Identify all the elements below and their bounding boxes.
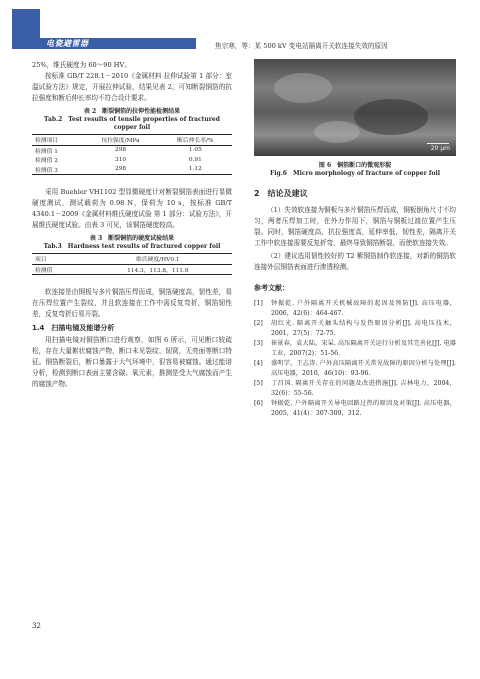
reference-item: [254, 379, 456, 399]
journal-name: 电瓷避雷器: [46, 39, 89, 48]
table-header-cell: 维氏硬度/HV0.1: [135, 257, 180, 264]
reference-item: [254, 399, 456, 419]
reference-item: [254, 339, 456, 359]
table-header-cell: 项目: [35, 257, 47, 264]
table2-caption-cn: 表 2 断裂铜箔的拉伸性能检测结果: [83, 108, 181, 115]
table-cell: 1.05: [188, 147, 202, 154]
right-column: [254, 162, 456, 419]
table-cell: 检测值 1: [35, 148, 58, 155]
journal-logo-bar: [12, 38, 196, 49]
page-number: 32: [32, 622, 41, 630]
table-cell: 1.12: [188, 166, 202, 173]
paragraph: 用扫描电镜对铜箔断口进行观察，如图 6 所示，可见断口较疏松，存在大量絮状腐蚀产物，断口未见裂纹、韧窝，无亮面等断口特征。铜箔断裂后，断口暴露于大气环境中，很容易被腐蚀。通过能谱分析，检测到断口表面主要含碳、氧元素，推测是受大气腐蚀而产生的腐蚀产物。: [32, 336, 232, 388]
paragraph: 采用 Buehler VH1102 型显微硬度计对断裂铜箔表面进行显微硬度测试，测试载荷为 0.98 N，保荷为 10 s，按标准 GB/T 4340.1－2009《金属材料维氏硬度试验 第 1 部分：试验方法》，开展维氏硬度试验。由表 3 可见，该铜箔硬度较高。: [32, 188, 232, 229]
table2: [32, 134, 232, 175]
paragraph: （1）失效软连接为铜板与多片铜箔压焊而成，铜板倒角尺寸不均匀，两者压焊加工时，在外力作用下，铜箔与铜板过渡位置产生压裂。同时，铜箔硬度高，抗拉强度高，延伸率低，韧性差，隔离开关工作中软连接需要反复折弯，最终导致铜箔断裂，而使软连接失效。: [254, 206, 456, 247]
paragraph: 软连接是由铜板与多片铜箔压焊而成，铜箔硬度高，韧性差，易在压焊位置产生裂纹，并且软连接在工作中需反复弯折，铜箔韧性差，反复弯折后易开裂。: [32, 288, 232, 318]
reference-number: [6]: [254, 400, 263, 407]
reference-item: [254, 319, 456, 339]
reference-number: [3]: [254, 340, 263, 347]
left-column: [32, 60, 232, 390]
reference-number: [2]: [254, 320, 263, 327]
table-row: [32, 165, 232, 175]
table-cell: 检测值 2: [35, 158, 58, 165]
scale-label: 20 μm: [430, 145, 450, 152]
table-row: [32, 145, 232, 155]
table-cell: 检测值: [35, 267, 53, 274]
figure6-caption-cn: 图 6 铜箔断口的微观形貌: [318, 162, 392, 169]
table-cell: 0.91: [188, 156, 202, 163]
running-title: 焦宗寒，等：某 500 kV 变电站隔离开关软连接失效的原因: [215, 42, 388, 50]
reference-number: [5]: [254, 380, 263, 387]
table-cell: 298: [115, 147, 127, 154]
section-heading: 1.4 扫描电镜及能谱分析: [32, 324, 115, 332]
reference-text: 盛明学，王志涛. 户外高压隔离开关常见故障的原因分析与处理[J]. 高压电器，2010，46(10)：93-96.: [271, 360, 456, 377]
table-cell: 114.3，113.8，111.9: [127, 267, 189, 274]
table-cell: 310: [115, 156, 127, 163]
paragraph: 25%，维氏硬度为 60～90 HV。: [32, 61, 131, 69]
reference-text: 丁昌国. 隔离开关存在的问题及改进措施[J]. 吉林电力，2004，32(6)：55-56.: [271, 380, 456, 397]
reference-item: [254, 359, 456, 379]
paragraph: （2）建议选用韧性较好的 T2 紫铜箔制作软连接，对新的铜箔软连接外层铜箔表面进行渗透检测。: [254, 252, 456, 271]
table-row: [32, 264, 232, 275]
table3: [32, 253, 232, 275]
reference-number: [1]: [254, 300, 263, 307]
reference-number: [4]: [254, 360, 263, 367]
table-cell: 检测值 3: [35, 167, 58, 174]
paragraph: 按标准 GB/T 228.1－2010《金属材料 拉伸试验第 1 部分：室温试验方法》规定，开展拉伸试验，结果见表 2，可知断裂铜箔的抗拉强度和断后伸长率均不符合设计要求。: [32, 72, 232, 102]
table3-caption-cn: 表 3 断裂铜箔的硬度试验结果: [89, 235, 175, 242]
table-row: [32, 155, 232, 165]
table2-caption-en: Tab.2 Test results of tensile properties of fractured copper foil: [44, 116, 220, 131]
reference-text: 崔景春，袁大陆，宋杲. 高压隔离开关运行分析及其完善化[J]. 电器工业，2007(2)：51-56.: [271, 340, 456, 357]
table-header-row: [32, 135, 232, 146]
reference-text: 胡红光. 隔离开关触头结构与发热原因分析[J]. 高电压技术，2001，27(5)：72-75.: [271, 320, 456, 337]
figure6-caption-en: Fig.6 Micro morphology of fracture of copper foil: [269, 170, 441, 177]
reference-text: 钟振乾. 户外隔离开关导电回路过热的原因及对策[J]. 高压电器，2005，41(4)：307-309，312.: [271, 400, 456, 417]
scale-bar: [427, 143, 449, 145]
section-heading: 2 结论及建议: [254, 189, 308, 198]
table-header-row: [32, 254, 232, 265]
references-title: 参考文献：: [254, 284, 289, 292]
table-header-cell: 断后伸长率/%: [177, 138, 214, 145]
reference-text: 钟振乾. 户外隔离开关机械故障的起因及预防[J]. 高压电器，2006，42(6)：464-467.: [271, 300, 456, 317]
table-header-cell: 抗拉强度/MPa: [101, 138, 140, 145]
sem-fracture-image: [254, 59, 456, 156]
table-header-cell: 检测项目: [35, 138, 59, 145]
table-cell: 298: [115, 166, 127, 173]
reference-item: [254, 299, 456, 319]
table3-caption-en: Tab.3 Hardness test results of fractured copper foil: [43, 243, 221, 250]
